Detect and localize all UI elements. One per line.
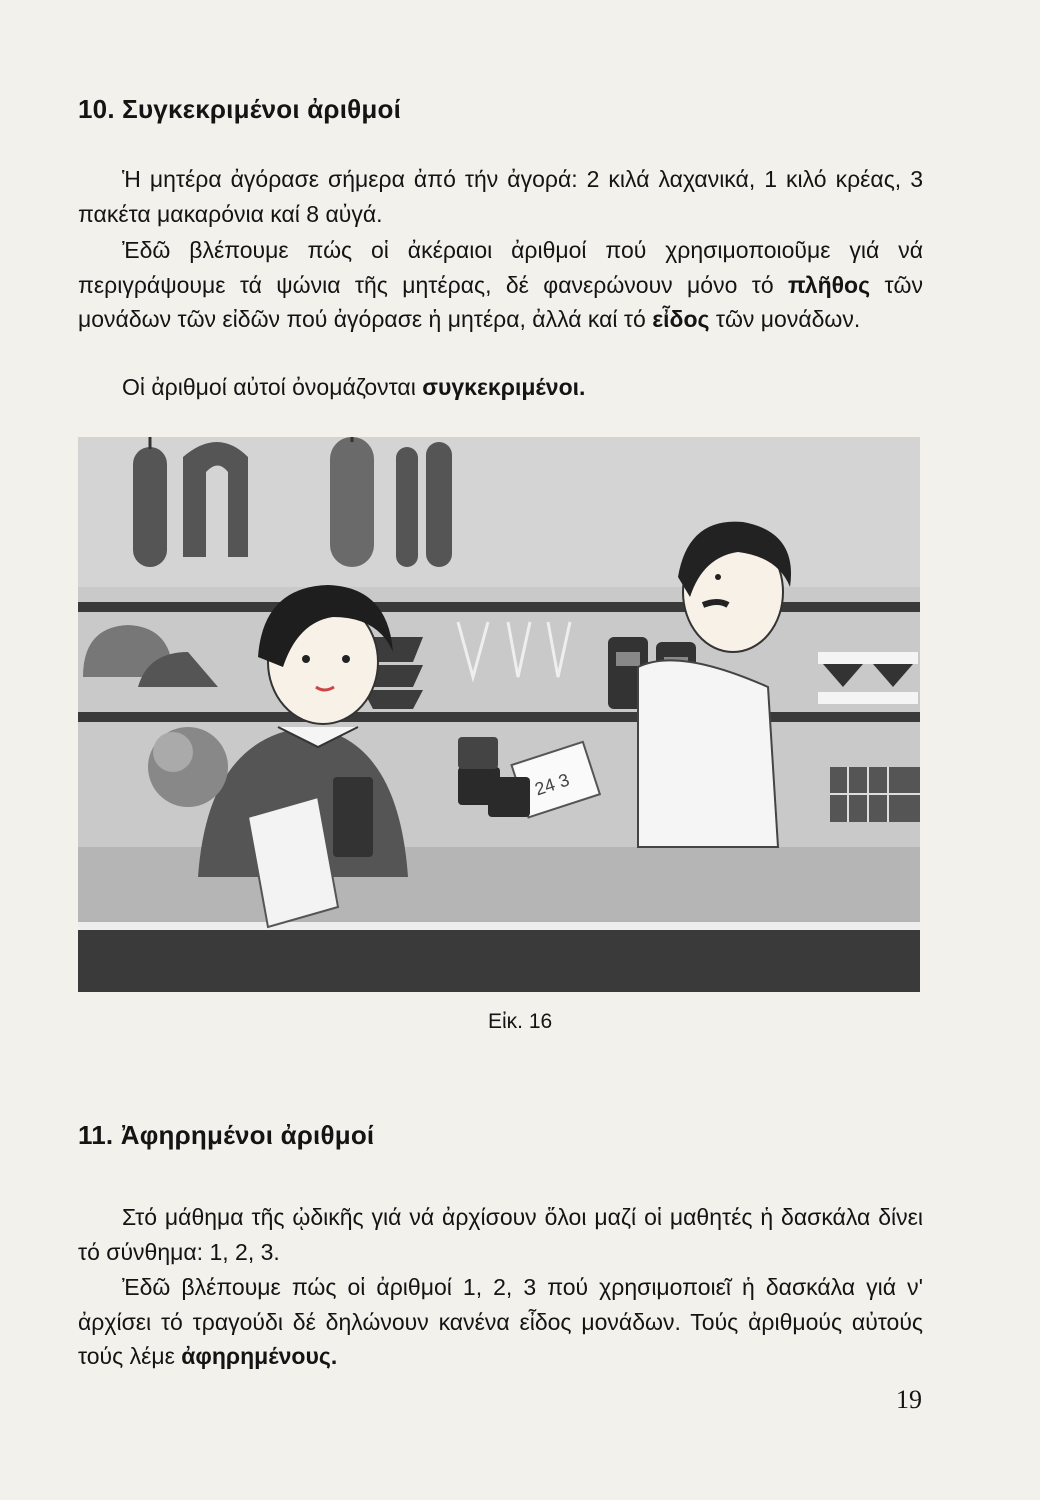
grocery-store-illustration xyxy=(78,437,920,992)
wrapped-package xyxy=(333,777,373,857)
page-number: 19 xyxy=(896,1385,922,1414)
note-text: 24 3 xyxy=(532,769,572,800)
section-heading-concrete-numbers: 10. Συγκεκριμένοι ἀριθμοί xyxy=(78,94,401,124)
paragraph-mother-shopping: Ἡ μητέρα ἀγόρασε σήμερα ἀπό τήν ἀγορά: 2 κιλά λαχανικά, 1 κιλό κρέας, 3 πακέτα μακαρόνια καί 8 αὐγά. xyxy=(78,166,923,227)
term-quantity: πλῆθος xyxy=(788,271,871,298)
paragraph-concrete-definition: Οἱ ἀριθμοί αὐτοί ὀνομάζονται συγκεκριμένοι. xyxy=(122,374,586,400)
term-concrete: συγκεκριμένοι. xyxy=(422,374,586,400)
figure-caption: Εἰκ. 16 xyxy=(488,1010,553,1033)
upper-shelf xyxy=(78,602,920,612)
section-heading-abstract-numbers: 11. Ἀφηρημένοι ἀριθμοί xyxy=(78,1120,375,1150)
paragraph-abstract-definition: Ἐδῶ βλέπουμε πώς οἱ ἀριθμοί 1, 2, 3 πού χρησιμοποιεῖ ἡ δασκάλα γιά ν' ἀρχίσει τό τραγούδι δέ δηλώνουν κανένα εἶδος μονάδων. Τούς ἀριθμούς αὐτούς τούς λέμε ἀφηρημένους. xyxy=(78,1274,923,1369)
lower-shelf xyxy=(78,712,920,722)
paragraph-music-lesson: Στό μάθημα τῆς ᾠδικῆς γιά νά ἀρχίσουν ὅλοι μαζί οἱ μαθητές ἡ δασκάλα δίνει τό σύνθημα: 1, 2, 3. xyxy=(78,1204,923,1265)
term-kind: εἶδος xyxy=(652,306,710,332)
term-abstract: ἀφηρημένους. xyxy=(181,1343,338,1369)
paragraph-integers-explanation: Ἐδῶ βλέπουμε πώς οἱ ἀκέραιοι ἀριθμοί πού χρησιμοποιοῦμε γιά νά περιγράψουμε τά ψώνια τῆς μητέρας, δέ φανερώνουν μόνο τό πλῆθος τῶν μονάδων τῶν εἰδῶν πού ἀγόρασε ἡ μητέρα, ἀλλά καί τό εἶδος τῶν μονάδων. xyxy=(78,237,923,332)
